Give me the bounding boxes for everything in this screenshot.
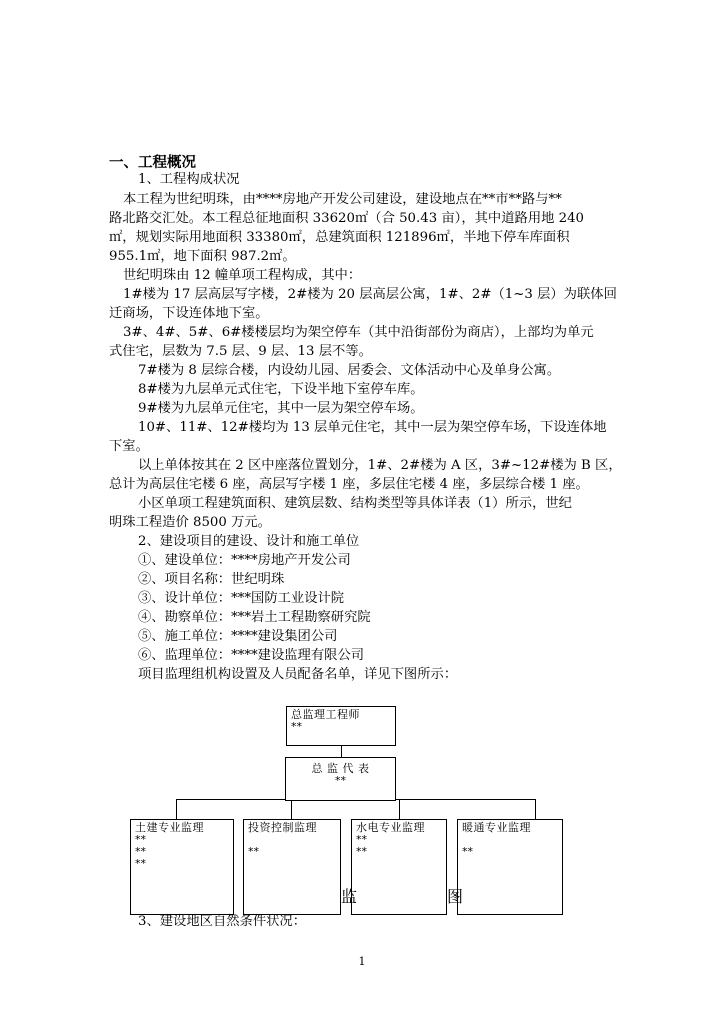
- org-box-name: **: [356, 833, 367, 846]
- paragraph-line: 世纪明珠由 12 幢单项工程构成，其中：: [123, 268, 362, 283]
- org-box-title: 土建专业监理: [135, 821, 204, 834]
- org-box-investment: [243, 819, 341, 915]
- unit-item: ③、设计单位：***国防工业设计院: [138, 591, 345, 606]
- paragraph-line: 总计为高层住宅楼 6 座，高层写字楼 1 座，多层住宅楼 4 座，多层综合楼 1 座。: [109, 477, 589, 492]
- paragraph-line: 式住宅，层数为 7.5 层、9 层、13 层不等。: [109, 344, 372, 359]
- org-box-mep: [351, 819, 447, 915]
- paragraph-line: 3#、4#、5#、6#楼楼层均为架空停车（其中沿街部份为商店），上部均为单元: [123, 325, 594, 340]
- section-heading: 一、工程概况: [109, 155, 196, 171]
- org-box-name: **: [248, 845, 259, 858]
- org-box-name: **: [135, 845, 146, 858]
- org-box-title: 投资控制监理: [248, 821, 317, 834]
- org-box-name: **: [356, 845, 367, 858]
- org-box-name: **: [335, 774, 346, 787]
- unit-item: ⑥、监理单位：****建设监理有限公司: [138, 648, 365, 663]
- paragraph-line: 明珠工程造价 8500 万元。: [109, 515, 271, 530]
- org-box-name: [462, 834, 558, 846]
- paragraph-line: 7#楼为 8 层综合楼，内设幼儿园、居委会、文体活动中心及单身公寓。: [138, 363, 561, 378]
- caption-fragment: 监: [341, 887, 358, 906]
- paragraph-line: 迁商场，下设连体地下室。: [109, 306, 269, 321]
- org-box-name: **: [462, 845, 473, 858]
- subheading-2: 2、建设项目的建设、设计和施工单位: [138, 534, 360, 549]
- unit-item: ⑤、施工单位：****建设集团公司: [138, 629, 338, 644]
- paragraph-line: ㎡，规划实际用地面积 33380㎡，总建筑面积 121896㎡，半地下停车库面积: [109, 230, 570, 245]
- paragraph-line: 1#楼为 17 层高层写字楼，2#楼为 20 层高层公寓，1#、2#（1~3 层）为联体回: [123, 287, 617, 302]
- connector-drop: [176, 799, 177, 819]
- org-box-deputy: [285, 757, 396, 801]
- org-box-title: 总 监 代 表: [311, 762, 370, 775]
- subheading-3: 3、建设地区自然条件状况：: [138, 914, 307, 929]
- paragraph-line: 8#楼为九层单元式住宅，下设半地下室停车库。: [138, 382, 424, 397]
- org-box-chief: [286, 706, 396, 746]
- org-box-civil: [130, 819, 234, 915]
- paragraph-line: 小区单项工程建筑面积、建筑层数、结构类型等具体详表（1）所示，世纪: [138, 496, 572, 511]
- org-box-name: **: [135, 833, 146, 846]
- org-box-name: **: [135, 857, 146, 870]
- unit-item: ②、项目名称：世纪明珠: [138, 572, 285, 587]
- paragraph-line: 10#、11#、12#楼均为 13 层单元住宅，其中一层为架空停车场，下设连体地: [138, 420, 607, 435]
- connector-drop: [535, 799, 536, 819]
- paragraph-line: 9#楼为九层单元住宅，其中一层为架空停车场。: [138, 401, 424, 416]
- unit-item: ①、建设单位：****房地产开发公司: [138, 553, 351, 568]
- page-number: 1: [358, 955, 366, 968]
- org-box-name: [248, 834, 336, 846]
- subheading-1: 1、工程构成状况: [138, 172, 240, 187]
- connector-drop: [399, 799, 400, 819]
- unit-item: ④、勘察单位：***岩土工程勘察研究院: [138, 610, 371, 625]
- org-box-title: 暖通专业监理: [462, 821, 531, 834]
- org-box-title: 总监理工程师: [291, 708, 360, 721]
- paragraph-line: 本工程为世纪明珠，由****房地产开发公司建设，建设地点在**市**路与**: [123, 192, 562, 207]
- connector-drop: [291, 799, 292, 819]
- org-intro: 项目监理组机构设置及人员配备名单，详见下图所示：: [138, 667, 458, 682]
- org-box-name: **: [291, 720, 302, 733]
- org-box-title: 水电专业监理: [356, 821, 425, 834]
- paragraph-line: 下室。: [109, 439, 149, 454]
- caption-fragment: 图: [447, 887, 464, 906]
- paragraph-line: 955.1㎡，地下面积 987.2㎡。: [109, 249, 296, 264]
- org-box-hvac: [457, 819, 563, 915]
- paragraph-line: 以上单体按其在 2 区中座落位置划分，1#、2#楼为 A 区，3#~12#楼为 B 区，: [138, 458, 622, 473]
- paragraph-line: 路北路交汇处。本工程总征地面积 33620㎡（合 50.43 亩），其中道路用地 240: [109, 211, 585, 226]
